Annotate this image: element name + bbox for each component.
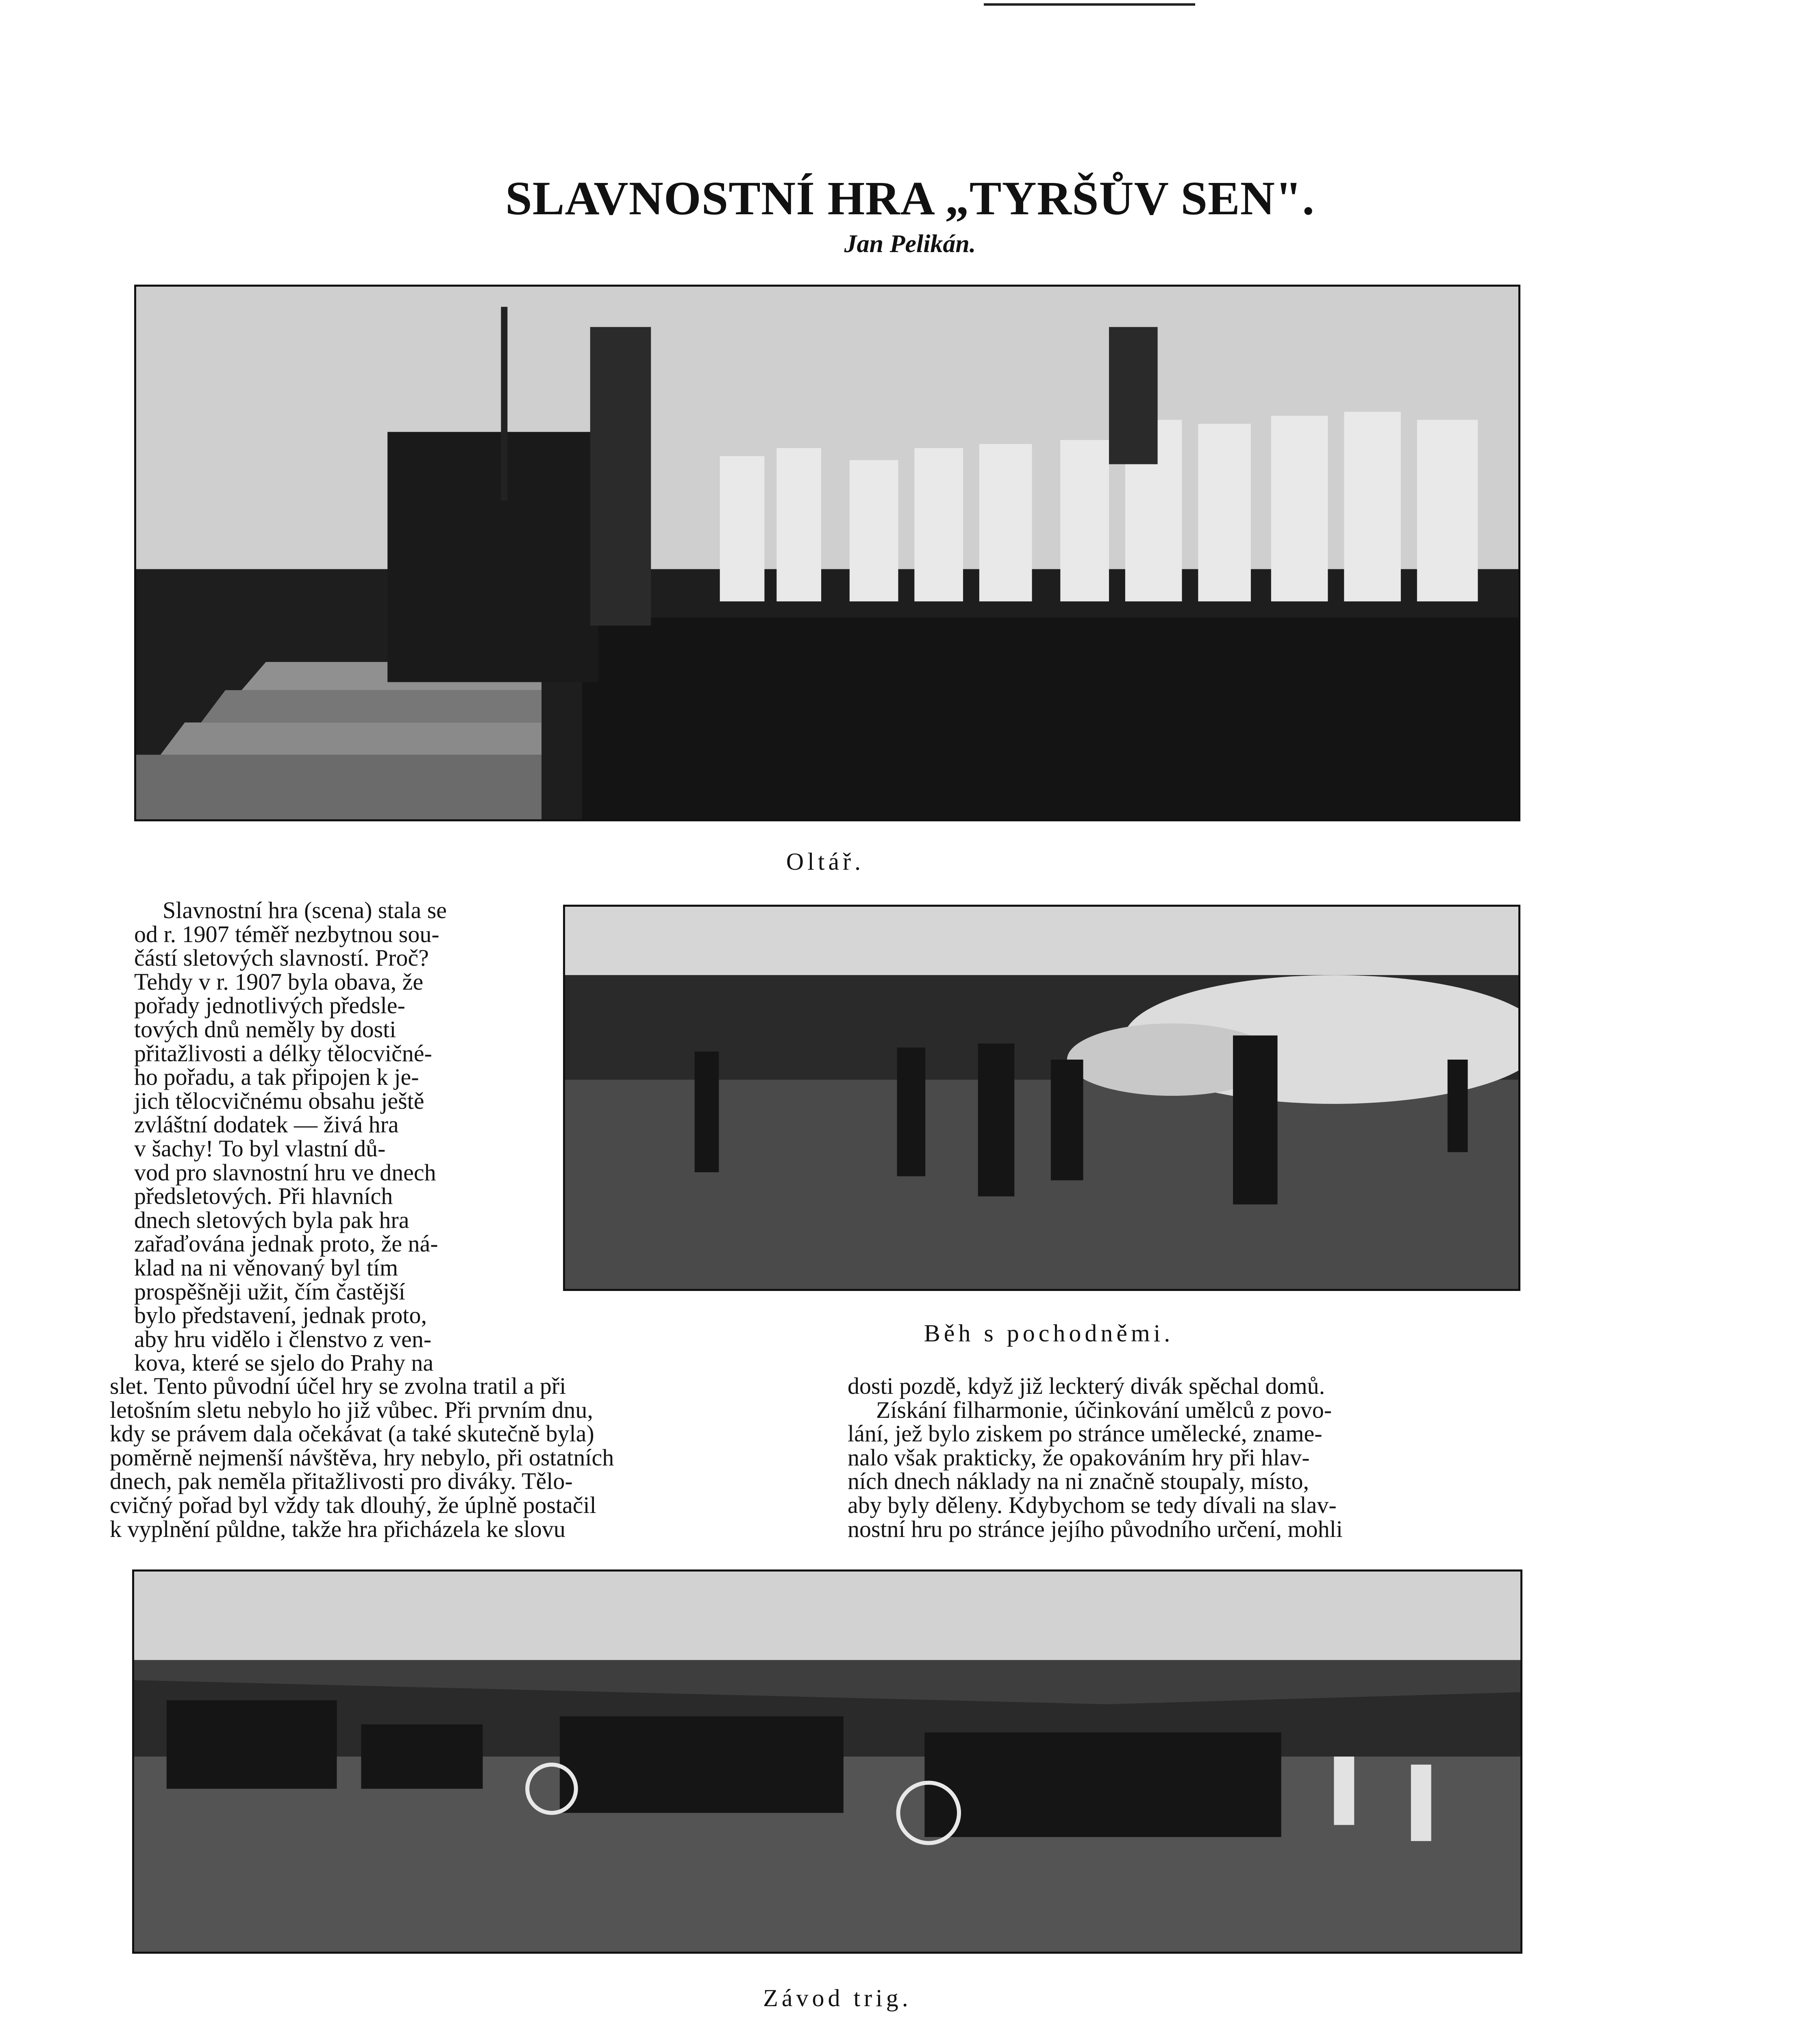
article-title: SLAVNOSTNÍ HRA „TYRŠŮV SEN". — [505, 172, 1315, 225]
body-line: od r. 1907 téměř nezbytnou sou- — [134, 921, 439, 947]
body-line: aby byly děleny. Kdybychom se tedy dívali na slav- — [848, 1491, 1337, 1518]
body-line: letošním sletu nebylo ho již vůbec. Při prvním dnu, — [110, 1396, 593, 1423]
body-line: prospěšněji užit, čím častější — [134, 1278, 405, 1305]
photo-oltar — [134, 285, 1520, 821]
body-line: ních dnech náklady na ni značně stoupaly, místo, — [848, 1468, 1309, 1495]
caption-zavod: Závod trig. — [763, 1985, 912, 2011]
body-left-narrow — [134, 899, 545, 1375]
body-line: nalo však prakticky, že opakováním hry při hlav- — [848, 1444, 1310, 1471]
body-line: k vyplnění půldne, takže hra přicházela ke slovu — [110, 1515, 565, 1542]
photo-zavod — [132, 1569, 1522, 1954]
article-author: Jan Pelikán. — [844, 230, 976, 258]
body-line: zařaďována jednak proto, že ná- — [134, 1230, 438, 1257]
body-line: tových dnů neměly by dosti — [134, 1016, 396, 1043]
body-line: předsletových. Při hlavních — [134, 1183, 393, 1210]
photo-beh-image — [565, 907, 1518, 1289]
body-line: klad na ni věnovaný byl tím — [134, 1254, 398, 1281]
body-line: pořady jednotlivých předsle- — [134, 992, 405, 1019]
body-line: bylo představení, jednak proto, — [134, 1302, 427, 1329]
body-line: Tehdy v r. 1907 byla obava, že — [134, 968, 424, 995]
body-line: dnech sletových byla pak hra — [134, 1206, 409, 1233]
body-line: jich tělocvičnému obsahu ještě — [134, 1087, 424, 1114]
body-line: v šachy! To byl vlastní dů- — [134, 1135, 386, 1162]
body-line: Slavnostní hra (scena) stala se — [163, 897, 447, 923]
caption-oltar: Oltář. — [786, 848, 865, 875]
body-line: kova, které se sjelo do Prahy na — [134, 1350, 434, 1376]
body-line: ho pořadu, a tak připojen k je- — [134, 1064, 419, 1091]
body-line: dnech, pak neměla přitažlivosti pro diváky. Tělo- — [110, 1468, 573, 1495]
body-line: slet. Tento původní účel hry se zvolna tratil a při — [110, 1373, 566, 1399]
body-line: zvláštní dodatek — živá hra — [134, 1111, 399, 1138]
body-line: dosti pozdě, když již leckterý divák spěchal domů. — [848, 1373, 1325, 1399]
body-line: lání, jež bylo ziskem po stránce umělecké, znamе- — [848, 1420, 1322, 1447]
photo-oltar-image — [136, 287, 1518, 819]
body-line: aby hru vidělo i členstvo z ven- — [134, 1326, 432, 1352]
body-line: přitažlivosti a délky tělocvičné- — [134, 1040, 432, 1067]
body-line: kdy se právem dala očekávat (a také skutečně byla) — [110, 1420, 594, 1447]
body-line: nostní hru po stránce jejího původního určení, mohli — [848, 1515, 1343, 1542]
caption-beh: Běh s pochodněmi. — [924, 1320, 1174, 1347]
photo-zavod-image — [134, 1572, 1520, 1952]
body-line: Získání filharmonie, účinkování umělců z povo- — [876, 1396, 1332, 1423]
body-line: cvičný pořad byl vždy tak dlouhý, že úplně postačil — [110, 1491, 596, 1518]
body-right — [848, 1374, 1526, 1541]
photo-beh — [563, 905, 1520, 1291]
body-line: vod pro slavnostní hru ve dnech — [134, 1159, 436, 1186]
body-line: poměrně nejmenší návštěva, hry nebylo, při ostatních — [110, 1444, 614, 1471]
scan-mark-top — [984, 3, 1195, 6]
body-line: částí sletových slavností. Proč? — [134, 945, 429, 971]
body-left-wide — [110, 1374, 813, 1541]
